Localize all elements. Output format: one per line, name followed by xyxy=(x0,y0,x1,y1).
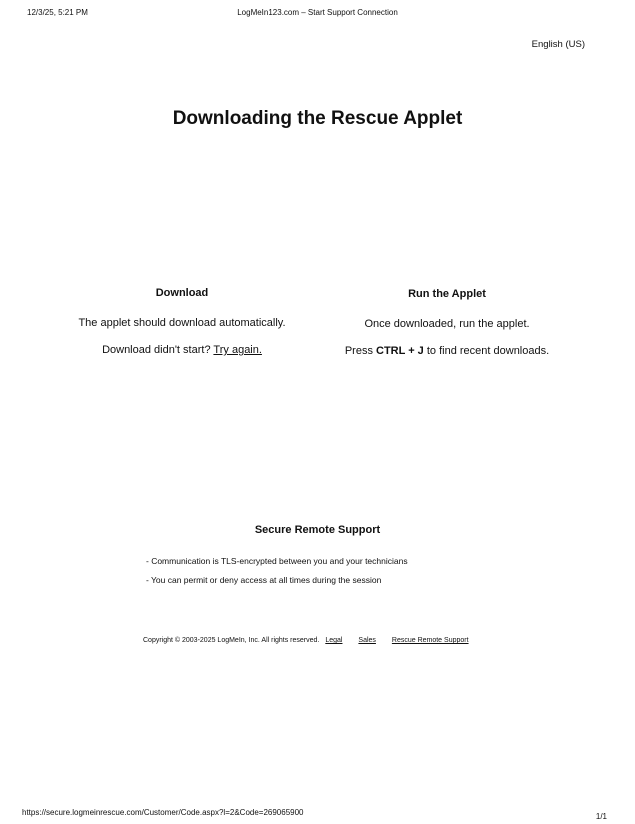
sales-link[interactable]: Sales xyxy=(358,637,376,644)
secure-heading: Secure Remote Support xyxy=(254,524,381,536)
print-datetime: 12/3/25, 5:21 PM xyxy=(27,8,88,17)
run-text: Once downloaded, run the applet. xyxy=(364,318,530,330)
download-heading: Download xyxy=(155,287,209,299)
shortcut-suffix: to find recent downloads. xyxy=(426,345,550,357)
shortcut-text xyxy=(297,345,597,357)
language-selector[interactable]: English (US) xyxy=(531,39,585,50)
run-heading: Run the Applet xyxy=(408,288,486,300)
print-page-title: LogMeIn123.com – Start Support Connection xyxy=(237,8,398,17)
try-again-link[interactable]: Try again. xyxy=(213,344,262,356)
run-section xyxy=(297,288,597,372)
print-page-number: 1/1 xyxy=(595,812,607,821)
download-auto-text: The applet should download automatically. xyxy=(78,317,286,329)
page-title: Downloading the Rescue Applet xyxy=(172,108,463,129)
rescue-remote-support-link[interactable]: Rescue Remote Support xyxy=(391,637,469,644)
retry-prompt: Download didn't start? xyxy=(102,344,211,356)
print-url: https://secure.logmeinrescue.com/Customer/Code.aspx?l=2&Code=269065900 xyxy=(22,808,304,817)
download-retry-text xyxy=(32,344,332,356)
shortcut-keys: CTRL + J xyxy=(376,345,424,357)
legal-link[interactable]: Legal xyxy=(325,637,343,644)
shortcut-prefix: Press xyxy=(344,345,373,357)
secure-bullet: - You can permit or deny access at all times during the session xyxy=(146,575,382,585)
copyright: Copyright © 2003-2025 LogMeIn, Inc. All rights reserved. xyxy=(143,637,320,644)
download-section xyxy=(32,287,332,371)
secure-bullet: - Communication is TLS-encrypted between you and your technicians xyxy=(146,556,408,566)
footer xyxy=(143,637,469,644)
